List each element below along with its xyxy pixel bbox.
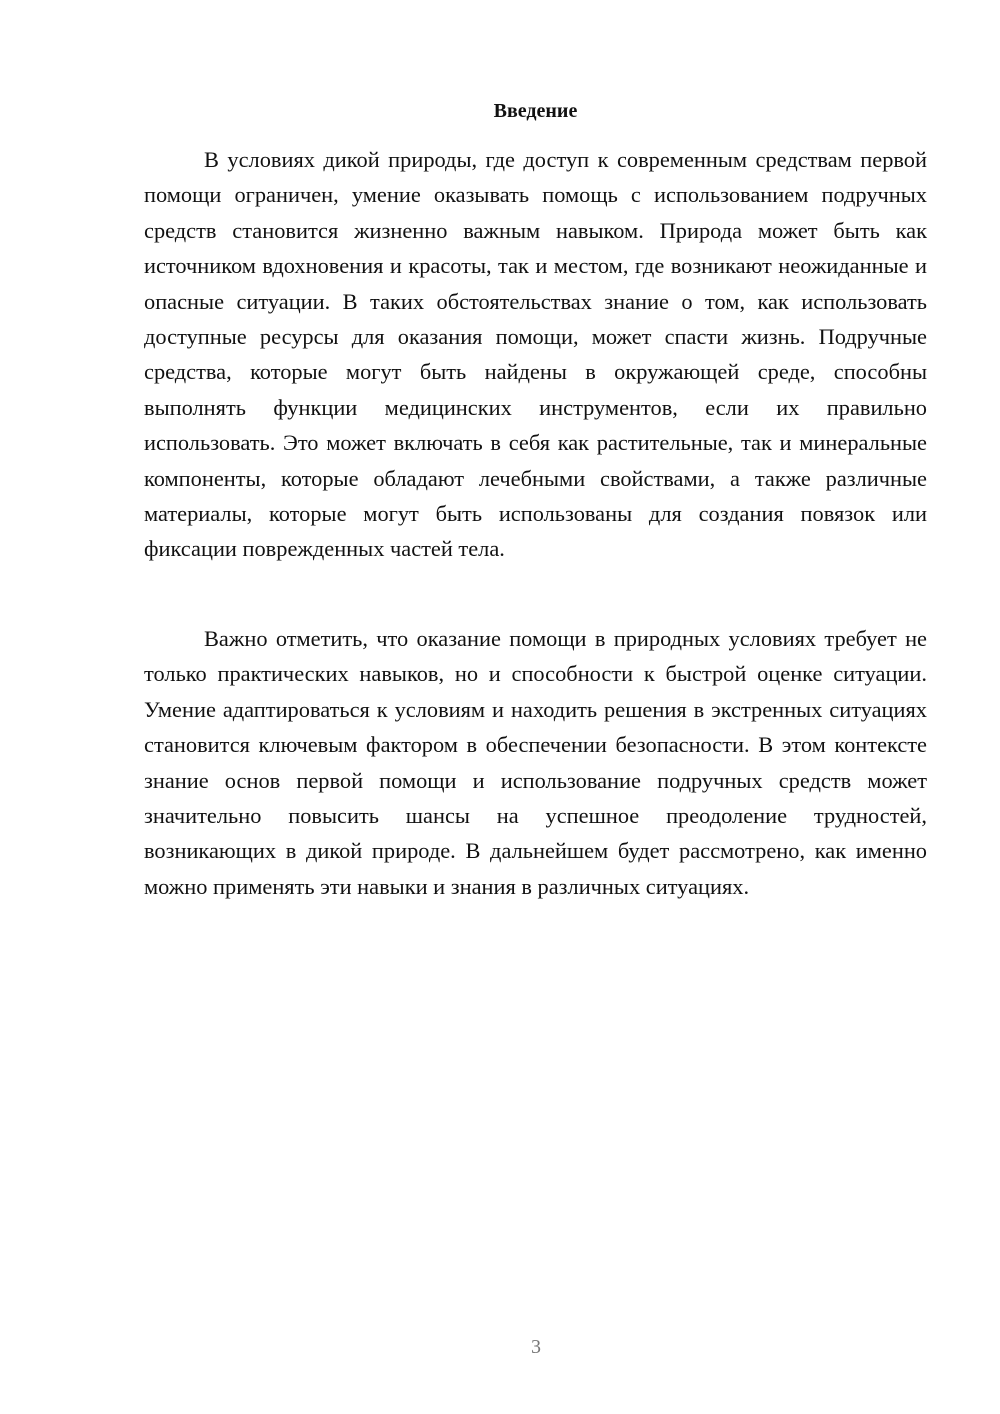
paragraph-importance: Важно отметить, что оказание помощи в природных условиях требует не только практических навыков, но и способности к быстрой оценке ситуации. Умение адаптироваться к условиям и находить решения в экстренных ситуациях становится ключевым фактором в обеспечении безопасности. В этом контексте знание основ первой помощи и использование подручных средств может значительно повысить шансы на успешное преодоление трудностей, возникающих в дикой природе. В дальнейшем будет рассмотрено, как именно можно применять эти навыки и знания в различных ситуациях. <box>144 626 927 899</box>
page-number: 3 <box>531 1336 541 1358</box>
section-title: Введение <box>493 100 578 122</box>
paragraph-intro: В условиях дикой природы, где доступ к современным средствам первой помощи ограничен, умение оказывать помощь с использованием подручных средств становится жизненно важным навыком. Природа может быть как источником вдохновения и красоты, так и местом, где возникают неожиданные и опасные ситуации. В таких обстоятельствах знание о том, как использовать доступные ресурсы для оказания помощи, может спасти жизнь. Подручные средства, которые могут быть найдены в окружающей среде, способны выполнять функции медицинских инструментов, если их правильно использовать. Это может включать в себя как растительные, так и минеральные компоненты, которые обладают лечебными свойствами, а также различные материалы, которые могут быть использованы для создания повязок или фиксации поврежденных частей тела. <box>144 147 927 562</box>
